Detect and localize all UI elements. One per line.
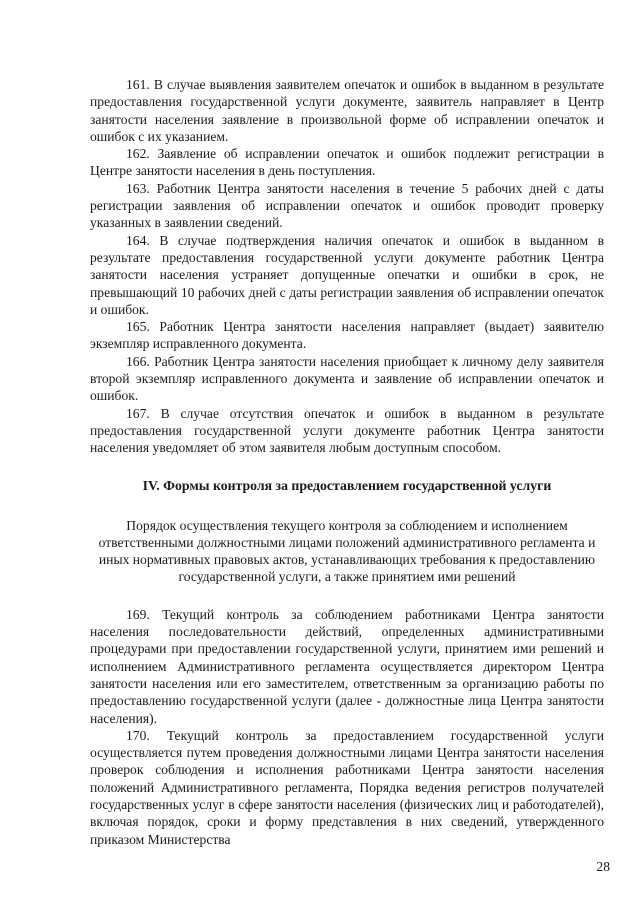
page-number: 28 [596, 859, 610, 874]
section-body [90, 606, 604, 848]
paragraph-164: 164. В случае подтверждения наличия опечаток и ошибок в выданном в результате предоставления государственной услуги документе работник Центра занятости населения устраняет допущенные опечатки и ошибки в срок, не превышающий 10 рабочих дней с даты регистрации заявления об исправлении опечаток и ошибок. [90, 232, 604, 317]
document-page [90, 76, 604, 848]
subsection-heading: Порядок осуществления текущего контроля за соблюдением и исполнением ответственными должностными лицами положений административного регламента и иных нормативных правовых актов, устанавливающих требования к предоставлению государственной услуги, а также принятием ими решений [98, 517, 596, 585]
paragraph-165: 165. Работник Центра занятости населения направляет (выдает) заявителю экземпляр исправленного документа. [90, 319, 604, 352]
paragraph-161: 161. В случае выявления заявителем опечаток и ошибок в выданном в результате предоставления государственной услуги документе, заявитель направляет в Центр занятости населения заявление в произвольной форме об исправлении опечаток и ошибок с их указанием. [90, 77, 604, 144]
paragraph-166: 166. Работник Центра занятости населения приобщает к личному делу заявителя второй экземпляр исправленного документа и заявление об исправлении опечаток и ошибок. [90, 353, 604, 404]
paragraph-169: 169. Текущий контроль за соблюдением работниками Центра занятости населения последовательности действий, определенных административными процедурами при предоставлении государственной услуги, принятием ими решений и исполнением Административного регламента осуществляется директором Центра занятости населения или его заместителем, ответственным за организацию работы по предоставлению государственной услуги (далее - должностные лица Центра занятости населения). [90, 606, 604, 726]
paragraph-170: 170. Текущий контроль за предоставлением государственной услуги осуществляется путем проведения должностными лицами Центра занятости населения проверок соблюдения и исполнения работниками Центра занятости населения положений Административного регламента, Порядка ведения регистров получателей государственных услуг в сфере занятости населения (физических лиц и работодателей), включая порядок, сроки и форму представления в них сведений, утвержденного приказом Министерства [90, 727, 604, 847]
paragraph-162: 162. Заявление об исправлении опечаток и ошибок подлежит регистрации в Центре занятости населения в день поступления. [90, 146, 604, 179]
paragraph-167: 167. В случае отсутствия опечаток и ошибок в выданном в результате предоставления государственной услуги документе работник Центра занятости населения уведомляет об этом заявителя любым доступным способом. [90, 405, 604, 456]
paragraph-163: 163. Работник Центра занятости населения в течение 5 рабочих дней с даты регистрации заявления об исправлении опечаток и ошибок проводит проверку указанных в заявлении сведений. [90, 180, 604, 231]
section-heading: IV. Формы контроля за предоставлением государственной услуги [142, 477, 552, 493]
